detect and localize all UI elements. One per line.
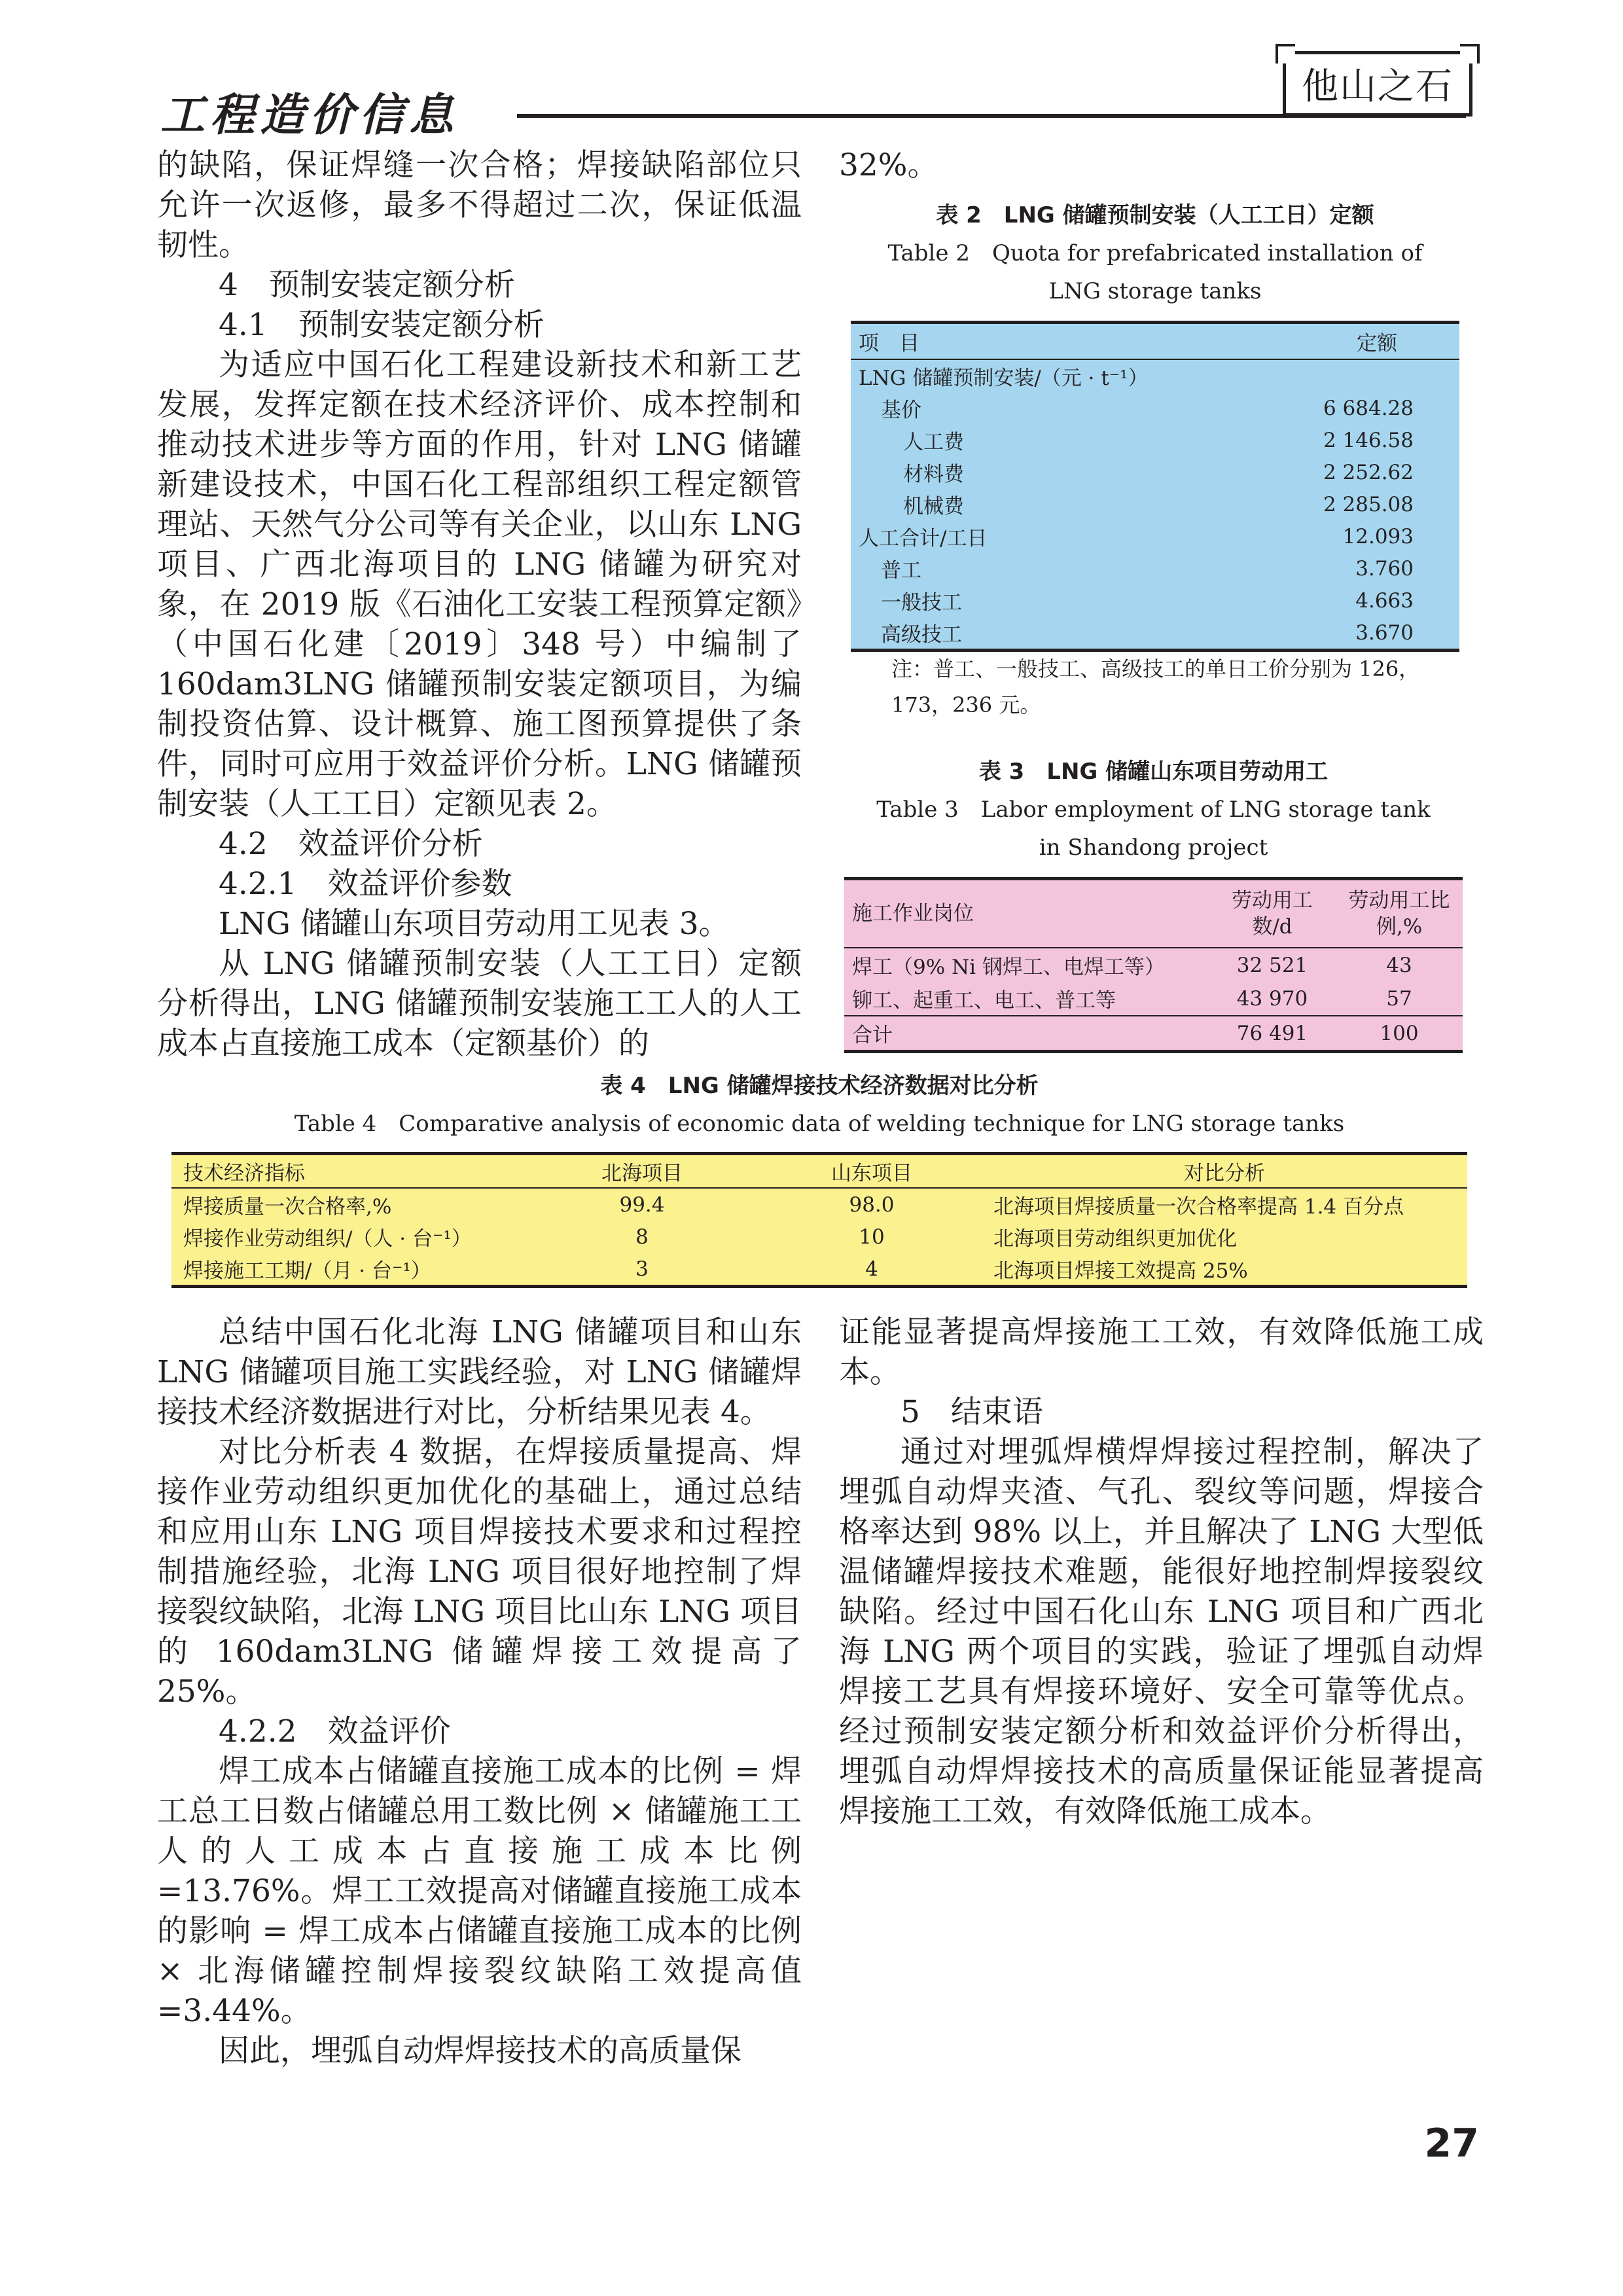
table4-cell: 8 — [635, 1225, 649, 1249]
table2-cell-label: 高级技工 — [881, 623, 962, 647]
paragraph: 因此，埋弧自动焊焊接技术的高质量保 — [219, 2033, 741, 2069]
paragraph: 通过对埋弧焊横焊焊接过程控制，解决了埋弧自动焊夹渣、气孔、裂纹等问题，焊接合格率达到 98% 以上，并且解决了 LNG 大型低温储罐焊接技术难题，能很好地控制焊接裂纹缺陷。经过中国石化山东 LNG 项目和广西北海 LNG 两个项目的实践，验证了埋弧自动焊焊接工艺具有焊接环境好、安全可靠等优点。经过预制安装定额分析和效益评价分析得出，埋弧自动焊焊接技术的高质量保证能显著提高焊接施工工效，有效降低施工成本。 — [839, 1434, 1484, 1829]
table4-cell: 3 — [635, 1257, 649, 1281]
table4-header-comparison: 对比分析 — [982, 1154, 1467, 1189]
table3-caption-en-2: in Shandong project — [1039, 834, 1268, 861]
table2-cell-label: 基价 — [881, 399, 921, 422]
table3-cell: 32 521 — [1236, 953, 1308, 977]
table4-caption-en: Table 4 Comparative analysis of economic data of welding technique for LNG storage tanks — [294, 1111, 1345, 1137]
paragraph: LNG 储罐山东项目劳动用工见表 3。 — [219, 906, 730, 942]
paragraph: 32%。 — [839, 147, 938, 183]
table2-row — [851, 552, 1459, 584]
table2-cell-value: 2 252.62 — [1323, 460, 1414, 484]
table4-header-beihai: 北海项目 — [522, 1154, 762, 1189]
table4-header-shandong: 山东项目 — [762, 1154, 982, 1189]
table4-cell: 4 — [865, 1257, 878, 1281]
table2-row — [851, 617, 1459, 651]
table3-cell: 76 491 — [1236, 1021, 1308, 1045]
table3-cell: 57 — [1386, 986, 1412, 1011]
section-heading: 4.2.1 效益评价参数 — [219, 866, 512, 902]
table3-cell: 43 970 — [1236, 986, 1308, 1011]
column-left-bottom — [157, 1312, 802, 2071]
table2-cell-label: 材料费 — [903, 463, 964, 486]
table2-cell-label: 一般技工 — [881, 591, 962, 615]
page-header — [0, 0, 1623, 141]
table4-row — [171, 1188, 1467, 1221]
page-number: 27 — [1424, 2121, 1479, 2166]
column-right-bottom — [839, 1312, 1484, 1831]
table2-row — [851, 488, 1459, 520]
table2-caption-en-2: LNG storage tanks — [1048, 278, 1262, 304]
table2-header-quota: 定额 — [1264, 323, 1459, 360]
table2-cell-value: 6 684.28 — [1323, 396, 1414, 420]
table4-cell: 98.0 — [849, 1193, 895, 1217]
table2-cell-value: 3.670 — [1355, 620, 1414, 645]
table2-note: 注：普工、一般技工、高级技工的单日工价分别为 126，173，236 元。 — [891, 656, 1420, 717]
table4-row — [171, 1253, 1467, 1287]
table3-header-days: 劳动用工数/d — [1209, 879, 1336, 948]
paragraph: 的缺陷，保证焊缝一次合格；焊接缺陷部位只允许一次返修，最多不得超过二次，保证低温韧性。 — [157, 147, 802, 263]
column-left-top — [157, 145, 802, 1064]
table3-caption-cn: 表 3 LNG 储罐山东项目劳动用工 — [978, 759, 1329, 785]
section-heading: 4.1 预制安装定额分析 — [219, 307, 544, 343]
table3-header-ratio: 劳动用工比例,% — [1336, 879, 1463, 948]
table3-caption — [844, 753, 1463, 867]
table4-cell: 焊接作业劳动组织/（人 · 台⁻¹） — [183, 1227, 472, 1251]
table2-header-item: 项 目 — [851, 323, 1264, 360]
table2-cell-label: 普工 — [881, 559, 921, 583]
section-heading: 4.2.2 效益评价 — [219, 1713, 451, 1749]
table4-caption-cn: 表 4 LNG 储罐焊接技术经济数据对比分析 — [600, 1073, 1039, 1099]
table3-cell: 焊工（9% Ni 钢焊工、电焊工等） — [852, 956, 1165, 979]
paragraph: 为适应中国石化工程建设新技术和新工艺发展，发挥定额在技术经济评价、成本控制和推动技术进步等方面的作用，针对 LNG 储罐新建设技术，中国石化工程部组织工程定额管理站、天然气分公司等有关企业，以山东 LNG 项目、广西北海项目的 LNG 储罐为研究对象，在 2019 版《石油化工安装工程预算定额》（中国石化建〔2019〕348 号）中编制了 160dam3LNG 储罐预制安装定额项目，为编制投资估算、设计概算、施工图预算提供了条件，同时可应用于效益评价分析。LNG 储罐预制安装（人工工日）定额见表 2。 — [157, 347, 802, 822]
paragraph: 总结中国石化北海 LNG 储罐项目和山东 LNG 储罐项目施工实践经验，对 LNG 储罐焊接技术经济数据进行对比，分析结果见表 4。 — [157, 1314, 802, 1430]
table4-cell: 焊接质量一次合格率,% — [183, 1195, 392, 1219]
paragraph: 焊工成本占储罐直接施工成本的比例 = 焊工总工日数占储罐总用工数比例 × 储罐施工工人的人工成本占直接施工成本比例 =13.76%。焊工工效提高对储罐直接施工成本的影响 = 焊工成本占储罐直接施工成本的比例 × 北海储罐控制焊接裂纹缺陷工效提高值 =3.44%。 — [157, 1753, 802, 2029]
paragraph: 对比分析表 4 数据，在焊接质量提高、焊接作业劳动组织更加优化的基础上，通过总结和应用山东 LNG 项目焊接技术要求和过程控制措施经验，北海 LNG 项目很好地控制了焊接裂纹缺陷，北海 LNG 项目比山东 LNG 项目的 160dam3LNG 储罐焊接工效提高了 25%。 — [157, 1434, 802, 1710]
paragraph: 证能显著提高焊接施工工效，有效降低施工成本。 — [839, 1314, 1484, 1390]
table2-row — [851, 584, 1459, 617]
table2-cell-label: 人工费 — [903, 431, 964, 454]
table2-cell-value: 12.093 — [1342, 524, 1414, 548]
table2-cell-label: 人工合计/工日 — [859, 527, 988, 550]
table2-caption — [851, 196, 1459, 310]
table2-cell-value: 2 285.08 — [1323, 492, 1414, 516]
table3-header-post: 施工作业岗位 — [844, 879, 1209, 948]
table4-cell: 北海项目焊接工效提高 25% — [993, 1259, 1248, 1283]
table2-cell-label: 机械费 — [903, 495, 964, 518]
table2-cell-value: 2 146.58 — [1323, 428, 1414, 452]
table2-row — [851, 424, 1459, 456]
table2-row — [851, 456, 1459, 488]
table2-row — [851, 392, 1459, 424]
table2-cell-value: 4.663 — [1355, 588, 1414, 613]
table3-cell: 43 — [1386, 953, 1412, 977]
table3-cell: 100 — [1380, 1021, 1419, 1045]
section-tag: 他山之石 — [1283, 51, 1472, 117]
table2-caption-cn: 表 2 LNG 储罐预制安装（人工工日）定额 — [936, 202, 1374, 228]
table4-row — [171, 1221, 1467, 1253]
table2-cell-value: 3.760 — [1355, 556, 1414, 581]
table4-caption — [171, 1067, 1467, 1143]
table3-row — [844, 948, 1463, 982]
table4-cell: 北海项目劳动组织更加优化 — [993, 1227, 1237, 1251]
section-heading: 4.2 效益评价分析 — [219, 826, 483, 862]
table3-row — [844, 1016, 1463, 1052]
paragraph: 从 LNG 储罐预制安装（人工工日）定额分析得出，LNG 储罐预制安装施工工人的人工成本占直接施工成本（定额基价）的 — [157, 946, 802, 1062]
table4-cell: 北海项目焊接质量一次合格率提高 1.4 百分点 — [993, 1195, 1404, 1219]
column-right-top — [839, 145, 1480, 185]
section-heading: 4 预制安装定额分析 — [219, 267, 515, 303]
table3-cell: 铆工、起重工、电工、普工等 — [852, 989, 1116, 1013]
table4-cell: 99.4 — [619, 1193, 665, 1217]
table4-cell: 焊接施工工期/（月 · 台⁻¹） — [183, 1259, 431, 1283]
table2-row — [851, 359, 1459, 392]
journal-title: 工程造价信息 — [160, 90, 459, 141]
table3 — [844, 877, 1463, 1053]
table4-cell: 10 — [859, 1225, 885, 1249]
table4-header-indicator: 技术经济指标 — [171, 1154, 522, 1189]
table4 — [171, 1152, 1467, 1288]
table2 — [851, 321, 1459, 652]
table3-cell: 合计 — [852, 1024, 893, 1047]
section-heading: 5 结束语 — [901, 1394, 1043, 1430]
table3-row — [844, 982, 1463, 1016]
table2-row — [851, 520, 1459, 552]
table2-caption-en-1: Table 2 Quota for prefabricated installation of — [887, 240, 1423, 266]
table2-cell-value — [1264, 359, 1459, 392]
table3-caption-en-1: Table 3 Labor employment of LNG storage tank — [876, 797, 1431, 823]
table2-cell-label: LNG 储罐预制安装/（元 · t⁻¹） — [859, 367, 1149, 390]
